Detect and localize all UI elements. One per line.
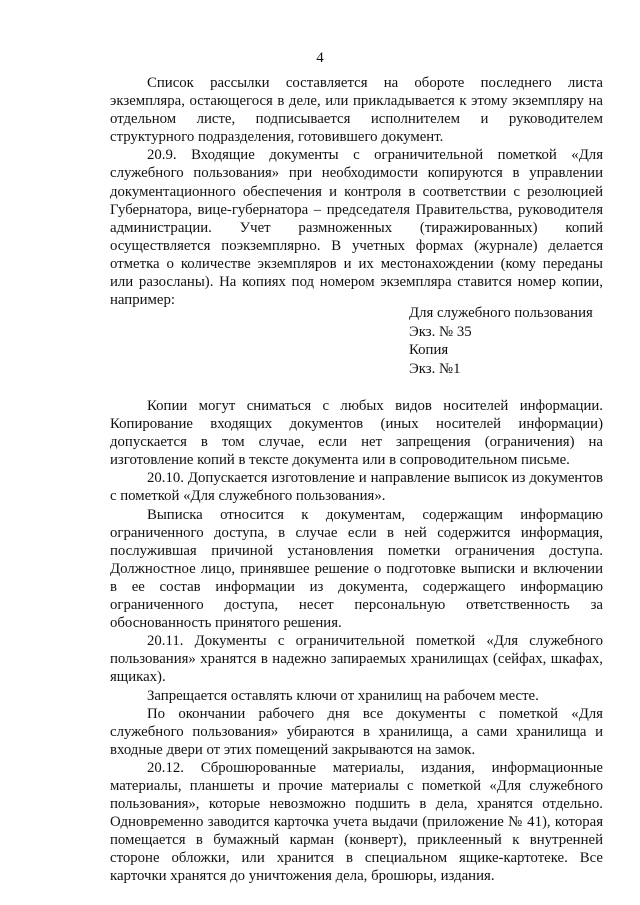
body-text-top <box>110 74 603 309</box>
paragraph: 20.9. Входящие документы с ограничительной пометкой «Для служебного пользования» при необходимости копируются в управлении документационного обеспечения и контроля в соответствии с резолюцией Губернатора, вице-губернатора – председателя Правительства, руководителя администрации. Учет размноженных (тиражированных) копий осуществляется поэкземплярно. В учетных формах (журнале) делается отметка о количестве экземпляров и их местонахождении (кому переданы или разосланы). На копиях под номером экземпляра ставится номер копии, например: <box>110 147 603 309</box>
paragraph: 20.10. Допускается изготовление и направление выписок из документов с пометкой «Для служебного пользования». <box>110 470 603 505</box>
paragraph: По окончании рабочего дня все документы с пометкой «Для служебного пользования» убираются в хранилища, а сами хранилища и входные двери от этих помещений закрываются на замок. <box>110 705 603 758</box>
page-number: 4 <box>316 50 324 66</box>
body-text-bottom <box>110 397 603 886</box>
stamp-line: Экз. № 35 <box>409 323 472 340</box>
stamp-line: Экз. №1 <box>409 360 461 377</box>
paragraph: 20.11. Документы с ограничительной пометкой «Для служебного пользования» хранятся в надежно запираемых хранилищах (сейфах, шкафах, ящиках). <box>110 633 603 686</box>
paragraph: Выписка относится к документам, содержащим информацию ограниченного доступа, в случае если в ней содержится информация, послужившая причиной установления пометки ограничения доступа. Должностное лицо, принявшее решение о подготовке выписки и включении в ее состав информации из документа, содержащего информацию ограниченного доступа, несет персональную ответственность за обоснованность принятого решения. <box>110 506 603 632</box>
paragraph: 20.12. Сброшюрованные материалы, издания, информационные материалы, планшеты и прочие материалы с пометкой «Для служебного пользования», которые невозможно подшить в дела, хранятся отдельно. Одновременно заводится карточка учета выдачи (приложение № 41), которая помещается в бумажный карман (конверт), приклеенный к внутренней стороне обложки, или хранится в специальном ящике-картотеке. Все карточки хранятся до уничтожения дела, брошюры, издания. <box>110 759 603 885</box>
stamp-line: Копия <box>409 342 449 358</box>
copy-stamp-example <box>409 304 593 378</box>
paragraph: Список рассылки составляется на обороте последнего листа экземпляра, остающегося в деле, или прикладывается к этому экземпляру на отдельном листе, подписывается исполнителем и руководителем структурного подразделения, готовившего документ. <box>110 75 603 146</box>
stamp-line: Для служебного пользования <box>409 305 593 321</box>
paragraph: Копии могут сниматься с любых видов носителей информации. Копирование входящих документов (иных носителей информации) допускается в том случае, если нет запрещения (ограничения) на изготовление копий в тексте документа или в сопроводительном письме. <box>110 398 603 469</box>
paragraph: Запрещается оставлять ключи от хранилищ на рабочем месте. <box>147 687 539 704</box>
